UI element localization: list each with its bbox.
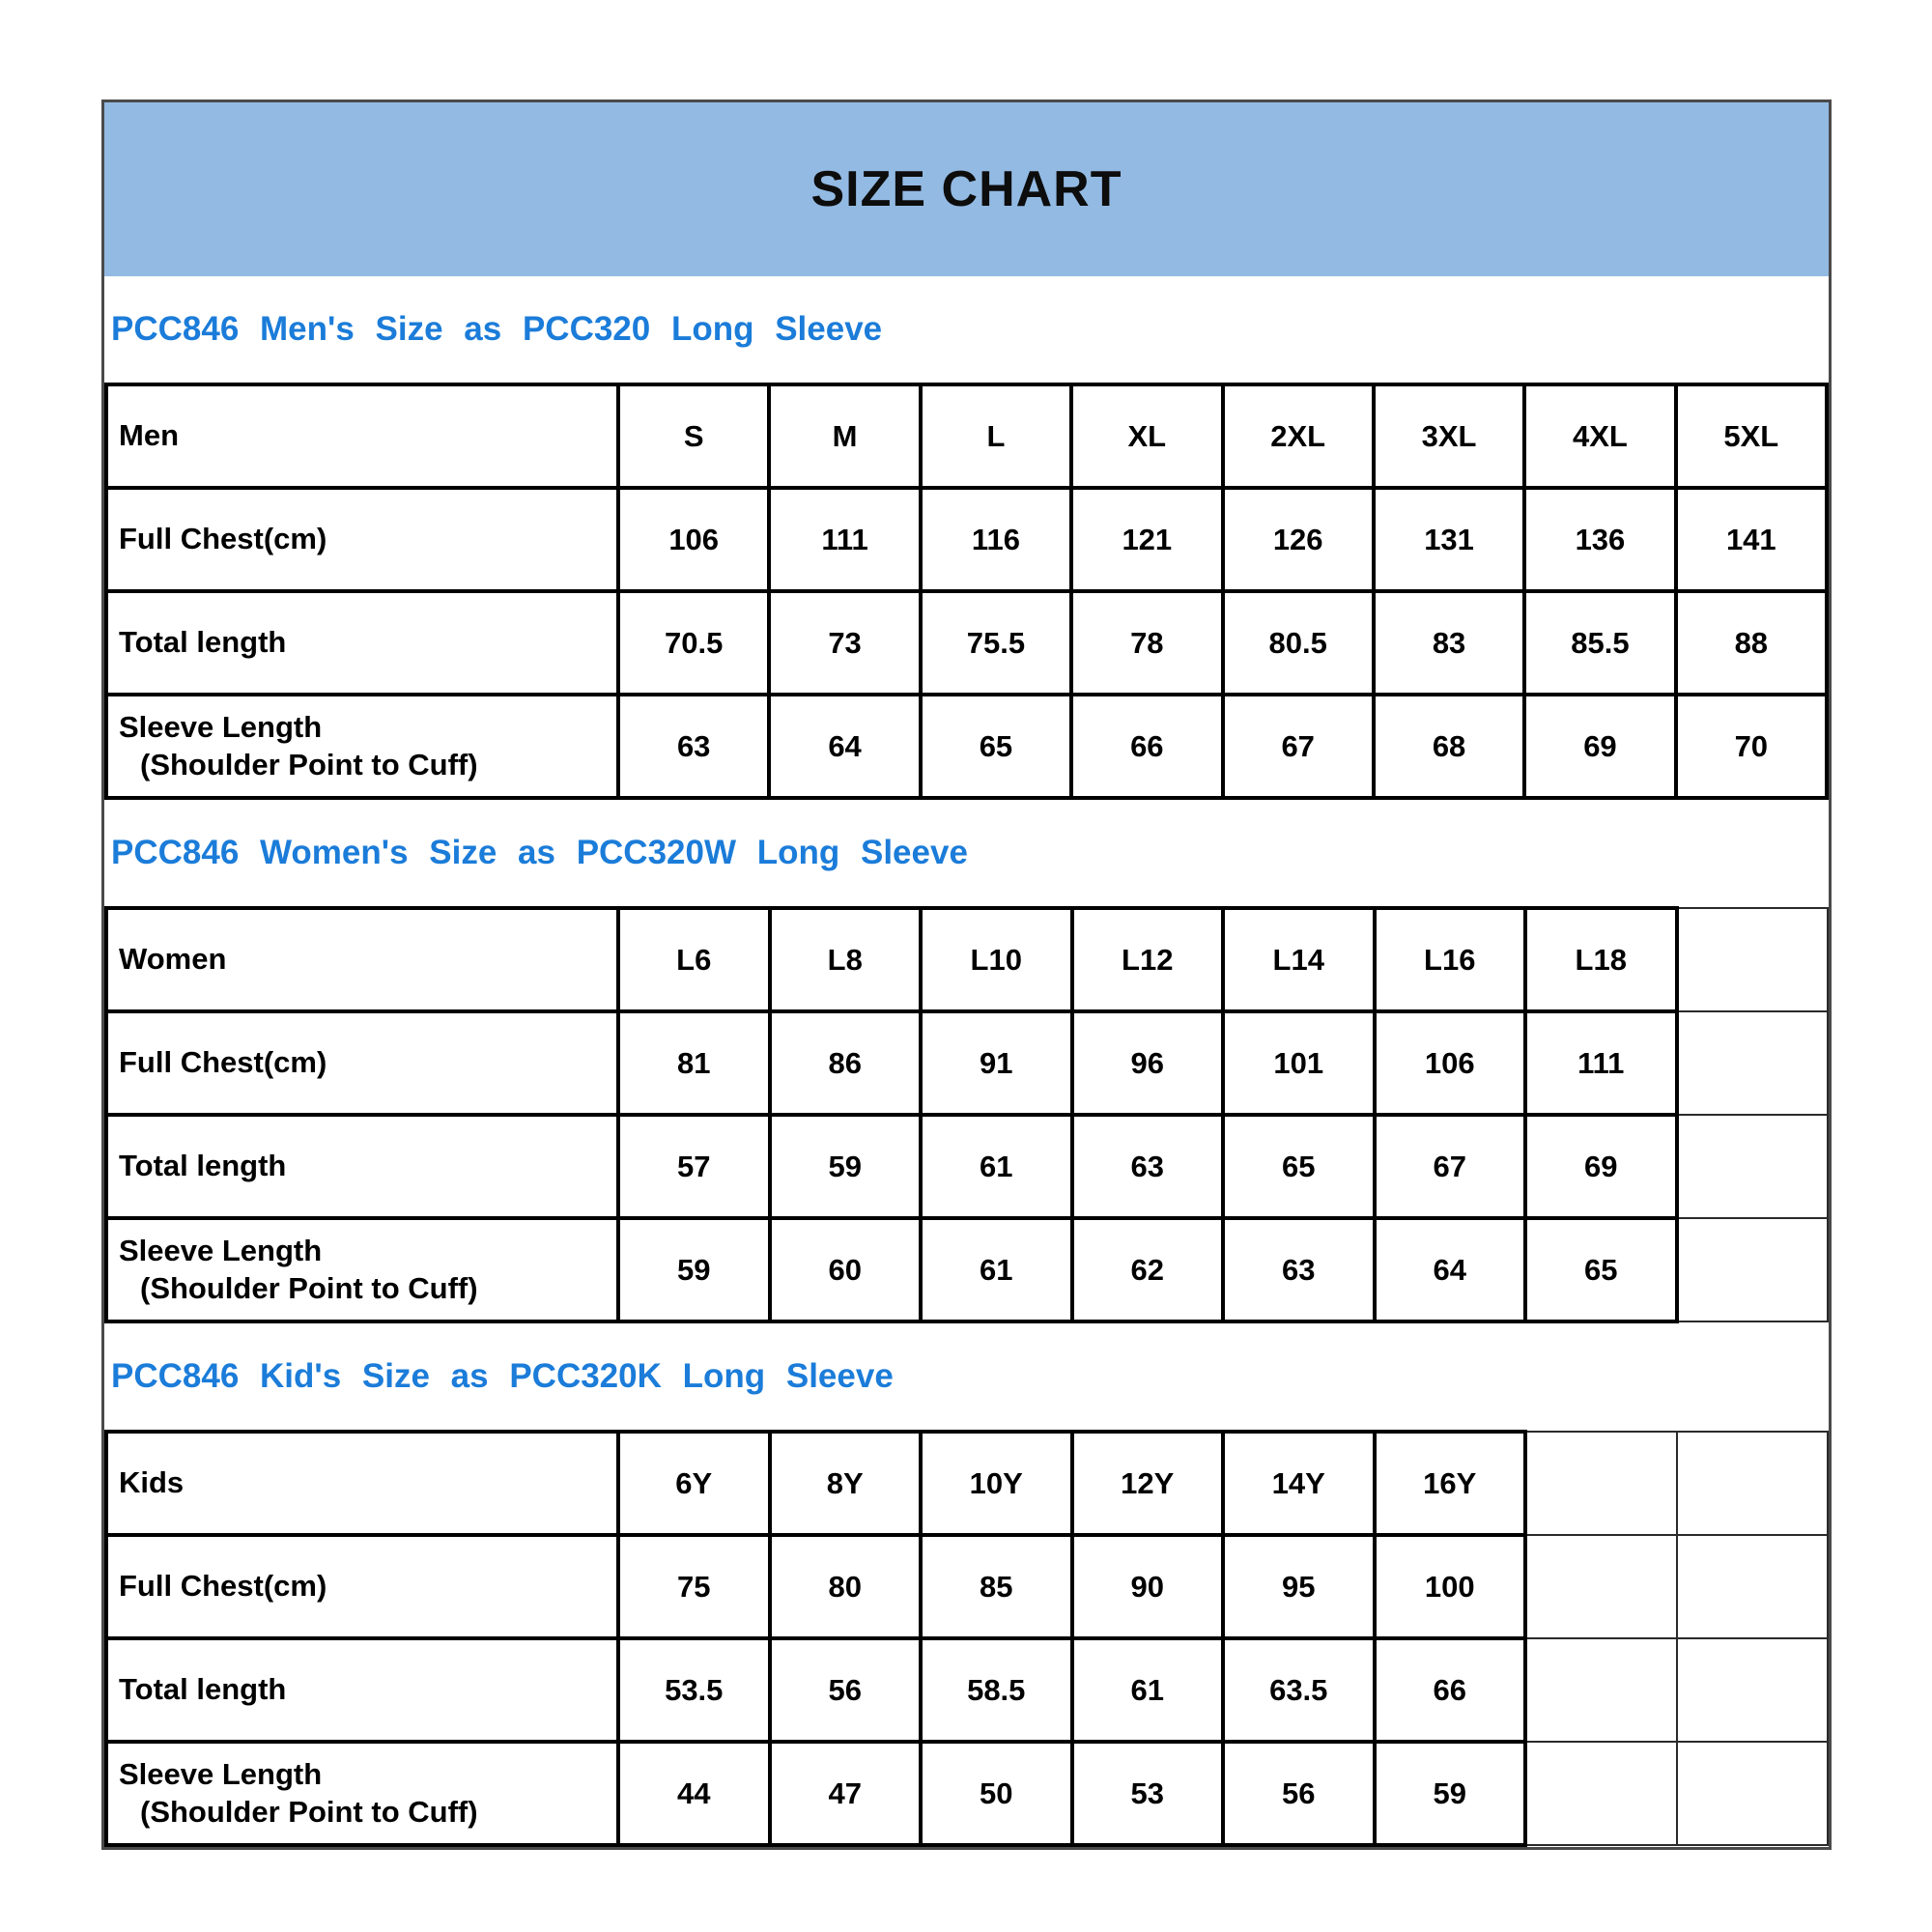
value-cell: 106 [1375, 1011, 1526, 1115]
value-cell: 57 [618, 1115, 770, 1218]
size-header-cell: L18 [1525, 908, 1677, 1011]
group-header-kids: Kids [106, 1432, 618, 1535]
size-header-cell: M [769, 384, 920, 488]
empty-cell [1677, 1535, 1829, 1638]
row-label [106, 1742, 618, 1845]
size-header-cell: S [618, 384, 769, 488]
value-cell: 75.5 [921, 591, 1071, 695]
title-band [104, 102, 1829, 276]
value-cell: 141 [1676, 488, 1827, 591]
size-header-cell: 3XL [1374, 384, 1524, 488]
value-cell: 85.5 [1524, 591, 1675, 695]
size-header-cell: L14 [1223, 908, 1375, 1011]
empty-cell [1677, 1115, 1829, 1218]
size-table-women [104, 906, 1829, 1323]
size-table-kids [104, 1430, 1829, 1847]
empty-cell [1525, 1742, 1677, 1845]
value-cell: 60 [770, 1218, 922, 1321]
section-band-kids [104, 1323, 1829, 1430]
value-cell: 70.5 [618, 591, 769, 695]
size-header-cell: 12Y [1072, 1432, 1224, 1535]
value-cell: 80.5 [1223, 591, 1374, 695]
value-cell: 65 [1525, 1218, 1677, 1321]
value-cell: 106 [618, 488, 769, 591]
section-band-men [104, 276, 1829, 383]
value-cell: 70 [1676, 695, 1827, 798]
row-label [106, 1218, 618, 1321]
size-header-cell: 8Y [770, 1432, 922, 1535]
value-cell: 100 [1375, 1535, 1526, 1638]
empty-cell [1677, 1011, 1829, 1115]
size-chart-sheet [101, 99, 1832, 1850]
size-header-cell: L16 [1375, 908, 1526, 1011]
value-cell: 59 [770, 1115, 922, 1218]
value-cell: 101 [1223, 1011, 1375, 1115]
value-cell: 66 [1375, 1638, 1526, 1742]
value-cell: 116 [921, 488, 1071, 591]
value-cell: 73 [769, 591, 920, 695]
value-cell: 90 [1072, 1535, 1224, 1638]
value-cell: 121 [1071, 488, 1222, 591]
value-cell: 96 [1072, 1011, 1224, 1115]
value-cell: 75 [618, 1535, 770, 1638]
size-header-cell: L10 [921, 908, 1072, 1011]
size-header-cell: L6 [618, 908, 770, 1011]
value-cell: 86 [770, 1011, 922, 1115]
value-cell: 67 [1223, 695, 1374, 798]
row-label: Total length [106, 591, 618, 695]
value-cell: 66 [1071, 695, 1222, 798]
value-cell: 111 [1525, 1011, 1677, 1115]
value-cell: 59 [618, 1218, 770, 1321]
row-label-line1: Sleeve Length [119, 709, 323, 744]
value-cell: 69 [1525, 1115, 1677, 1218]
size-header-cell: 14Y [1223, 1432, 1375, 1535]
size-header-cell: 4XL [1524, 384, 1675, 488]
value-cell: 85 [921, 1535, 1072, 1638]
value-cell: 81 [618, 1011, 770, 1115]
empty-cell [1677, 1638, 1829, 1742]
value-cell: 95 [1223, 1535, 1375, 1638]
value-cell: 56 [1223, 1742, 1375, 1845]
value-cell: 69 [1524, 695, 1675, 798]
row-label: Total length [106, 1115, 618, 1218]
size-header-cell: L12 [1072, 908, 1224, 1011]
row-label: Full Chest(cm) [106, 1535, 618, 1638]
value-cell: 63 [1223, 1218, 1375, 1321]
value-cell: 44 [618, 1742, 770, 1845]
size-header-cell: XL [1071, 384, 1222, 488]
value-cell: 68 [1374, 695, 1524, 798]
size-header-cell: 5XL [1676, 384, 1827, 488]
value-cell: 59 [1375, 1742, 1526, 1845]
value-cell: 58.5 [921, 1638, 1072, 1742]
value-cell: 80 [770, 1535, 922, 1638]
value-cell: 111 [769, 488, 920, 591]
empty-cell [1677, 1218, 1829, 1321]
row-label: Full Chest(cm) [106, 1011, 618, 1115]
row-label: Total length [106, 1638, 618, 1742]
empty-cell [1525, 1432, 1677, 1535]
row-label-line2: (Shoulder Point to Cuff) [140, 747, 478, 781]
row-label-line2: (Shoulder Point to Cuff) [140, 1794, 478, 1829]
section-band-women [104, 800, 1829, 906]
value-cell: 65 [921, 695, 1071, 798]
size-table-men [104, 383, 1829, 800]
value-cell: 63.5 [1223, 1638, 1375, 1742]
empty-cell [1677, 1742, 1829, 1845]
value-cell: 53.5 [618, 1638, 770, 1742]
row-label: Full Chest(cm) [106, 488, 618, 591]
group-header-men: Men [106, 384, 618, 488]
sections-container [104, 276, 1829, 1847]
value-cell: 88 [1676, 591, 1827, 695]
section-title-kids: PCC846 Kid's Size as PCC320K Long Sleeve [111, 1357, 894, 1395]
row-label-line1: Sleeve Length [119, 1233, 323, 1267]
value-cell: 91 [921, 1011, 1072, 1115]
value-cell: 65 [1223, 1115, 1375, 1218]
value-cell: 50 [921, 1742, 1072, 1845]
value-cell: 136 [1524, 488, 1675, 591]
value-cell: 56 [770, 1638, 922, 1742]
value-cell: 131 [1374, 488, 1524, 591]
empty-cell [1677, 1432, 1829, 1535]
value-cell: 67 [1375, 1115, 1526, 1218]
value-cell: 61 [921, 1115, 1072, 1218]
value-cell: 47 [770, 1742, 922, 1845]
size-header-cell: 16Y [1375, 1432, 1526, 1535]
value-cell: 53 [1072, 1742, 1224, 1845]
row-label [106, 695, 618, 798]
section-title-men: PCC846 Men's Size as PCC320 Long Sleeve [111, 310, 883, 348]
value-cell: 61 [1072, 1638, 1224, 1742]
section-title-women: PCC846 Women's Size as PCC320W Long Sleeve [111, 834, 968, 871]
value-cell: 64 [769, 695, 920, 798]
value-cell: 78 [1071, 591, 1222, 695]
value-cell: 64 [1375, 1218, 1526, 1321]
size-header-cell: 10Y [921, 1432, 1072, 1535]
row-label-line1: Sleeve Length [119, 1756, 323, 1791]
size-header-cell: L [921, 384, 1071, 488]
empty-cell [1525, 1638, 1677, 1742]
value-cell: 62 [1072, 1218, 1224, 1321]
row-label-line2: (Shoulder Point to Cuff) [140, 1270, 478, 1305]
value-cell: 63 [1072, 1115, 1224, 1218]
value-cell: 63 [618, 695, 769, 798]
value-cell: 126 [1223, 488, 1374, 591]
size-header-cell: L8 [770, 908, 922, 1011]
group-header-women: Women [106, 908, 618, 1011]
size-header-cell: 2XL [1223, 384, 1374, 488]
value-cell: 83 [1374, 591, 1524, 695]
value-cell: 61 [921, 1218, 1072, 1321]
empty-cell [1525, 1535, 1677, 1638]
page-title: SIZE CHART [810, 161, 1122, 217]
size-header-cell: 6Y [618, 1432, 770, 1535]
empty-cell [1677, 908, 1829, 1011]
